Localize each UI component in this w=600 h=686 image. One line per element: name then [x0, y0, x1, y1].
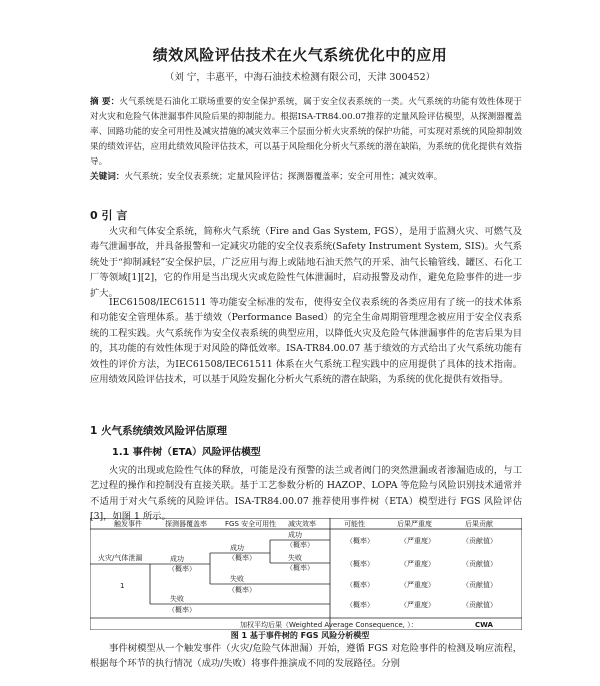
coverage-success-label: 成功 — [170, 555, 184, 563]
availability-fail-label: 失败 — [230, 575, 244, 583]
row-3-likelihood: （概率） — [346, 581, 374, 589]
coverage-fail-label: 失败 — [170, 595, 184, 603]
figure-frame — [90, 518, 522, 630]
availability-success-prob: （概率） — [228, 554, 256, 562]
keywords-text: 火气系统；安全仪表系统；定量风险评估；探测器覆盖率；安全可用性；减灾效率。 — [124, 172, 443, 182]
row-2-contribution: （贡献值） — [462, 560, 497, 568]
row-1-contribution: （贡献值） — [462, 537, 497, 545]
availability-success-label: 成功 — [230, 544, 244, 552]
initiating-event-label: 火灾/气体泄漏 — [98, 554, 143, 562]
header-severity: 后果严重度 — [397, 520, 432, 528]
author-line: （刘 宁，丰惠平，中海石油技术检测有限公司，天津 300452） — [164, 72, 436, 83]
row-4-severity: （严重度） — [400, 601, 435, 609]
event-tree-diagram — [90, 518, 522, 630]
figure-caption: 图 1 基于事件树的 FGS 风险分析模型 — [230, 631, 370, 640]
header-fgs-availability: FGS 安全可用性 — [225, 520, 277, 528]
abstract-label: 摘 要： — [90, 97, 120, 107]
header-likelihood: 可能性 — [344, 520, 365, 528]
subsection-heading-eta: 1.1 事件树（ETA）风险评估模型 — [112, 447, 261, 458]
intro-paragraph-2: IEC61508/IEC61511 等功能安全标准的发布，使得安全仪表系统的各类应用有了统一的技术体系和功能安全管理体系。基于绩效（Performance Based）的完全生命周期管理理念被应用于安全仪表系统的工程实践。火气系统作为安全仪表系统的典型应用，以降低火灾及危险气体泄漏事件的危害后果为目的，其功能的有效性体现于对风险的降低效率。ISA-TR84.00.07 基于绩效的方式给出了火气系统功能有效性的评价方法，为IEC61508/IEC61511 体系在火气系统工程实践中的应用提供了具体的技术指南。应用绩效风险评估技术，可以基于风险发掘化分析火气系统的潜在缺陷，为系统的优化提供有效指导。 — [90, 297, 522, 386]
weighted-average-value: CWA — [475, 621, 493, 629]
mitigation-success-prob: （概率） — [286, 541, 314, 549]
row-3-contribution: （贡献值） — [462, 581, 497, 589]
header-contribution: 后果贡献 — [465, 520, 493, 528]
eta-paragraph-2: 事件树模型从一个触发事件（火灾/危险气体泄漏）开始，遵循 FGS 对危险事件的检测及响应流程，根据每个环节的执行情况（成功/失败）将事件推演成不同的发展路径。分别 — [90, 643, 522, 670]
mitigation-fail-label: 失败 — [288, 554, 302, 562]
event-tree-figure — [90, 518, 522, 630]
row-2-severity: （严重度） — [400, 560, 435, 568]
intro-paragraph-1: 火灾和气体安全系统，简称火气系统（Fire and Gas System, FGS），是用于监测火灾、可燃气及毒气泄漏事故，并具备报警和一定减灾功能的安全仪表系统(Safety Instrument System, SIS)。火气系统处于“抑制减轻”安全保护层，广泛应用与海上或陆地石油天然气的开采、油气长输管线、罐区、石化工厂等领域[1][2]，它的作用是当出现火灾或危险性气体泄漏时，启动报警及动作，避免危险事件的进一步扩大。 — [90, 226, 522, 299]
abstract-text: 火气系统是石油化工联场重要的安全保护系统，属于安全仪表系统的一类。火气系统的功能有效性体现于对火灾和危险气体泄漏事件风险后果的抑制能力。根据ISA-TR84.00.07推荐的定量风险评估模型，从探测器覆盖率、回路功能的安全可用性及减灾措施的减灾效率三个层面分析火灾系统的保护功能，可实现对系统的风险抑制效果的绩效评估，应用此绩效风险评估技术，可以基于风险细化分析火气系统的潜在缺陷，为系统的优化提供有效指导。 — [90, 97, 522, 167]
row-1-likelihood: （概率） — [346, 537, 374, 545]
header-detector-coverage: 探测器覆盖率 — [165, 520, 207, 528]
keywords-line — [90, 170, 522, 185]
coverage-success-prob: （概率） — [168, 565, 196, 573]
section-heading-principle: 1 火气系统绩效风险评估原理 — [90, 425, 227, 437]
coverage-fail-prob: （概率） — [168, 606, 196, 614]
row-3-severity: （严重度） — [400, 581, 435, 589]
header-initiating-event: 触发事件 — [114, 520, 142, 528]
paper-title: 绩效风险评估技术在火气系统优化中的应用 — [152, 46, 448, 64]
abstract-block — [90, 95, 522, 185]
eta-paragraph-1: 火灾的出现或危险性气体的释放，可能是没有预警的法兰或者阀门的突然泄漏或者渗漏造成的，与工艺过程的操作和控制没有直接关联。基于工艺参数分析的 HAZOP、LOPA 等危险与风险识别技术通常并不适用于对火气系统的风险评估。ISA-TR84.00.07 推荐使用事件树（ETA）模型进行 FGS 风险评估[3]，如图 1 所示。 — [90, 465, 522, 523]
keywords-label: 关键词： — [90, 172, 125, 182]
section-heading-introduction: 0 引 言 — [90, 209, 128, 222]
row-2-likelihood: （概率） — [346, 560, 374, 568]
row-4-contribution: （贡献值） — [462, 601, 497, 609]
header-mitigation: 减灾效率 — [288, 520, 316, 528]
weighted-average-label: 加权平均后果（Weighted Average Consequence, ）： — [240, 621, 418, 629]
initiating-event-value: 1 — [120, 582, 125, 590]
availability-fail-prob: （概率） — [228, 586, 256, 594]
mitigation-success-label: 成功 — [288, 531, 302, 539]
row-1-severity: （严重度） — [400, 537, 435, 545]
mitigation-fail-prob: （概率） — [286, 564, 314, 572]
row-4-likelihood: （概率） — [346, 601, 374, 609]
